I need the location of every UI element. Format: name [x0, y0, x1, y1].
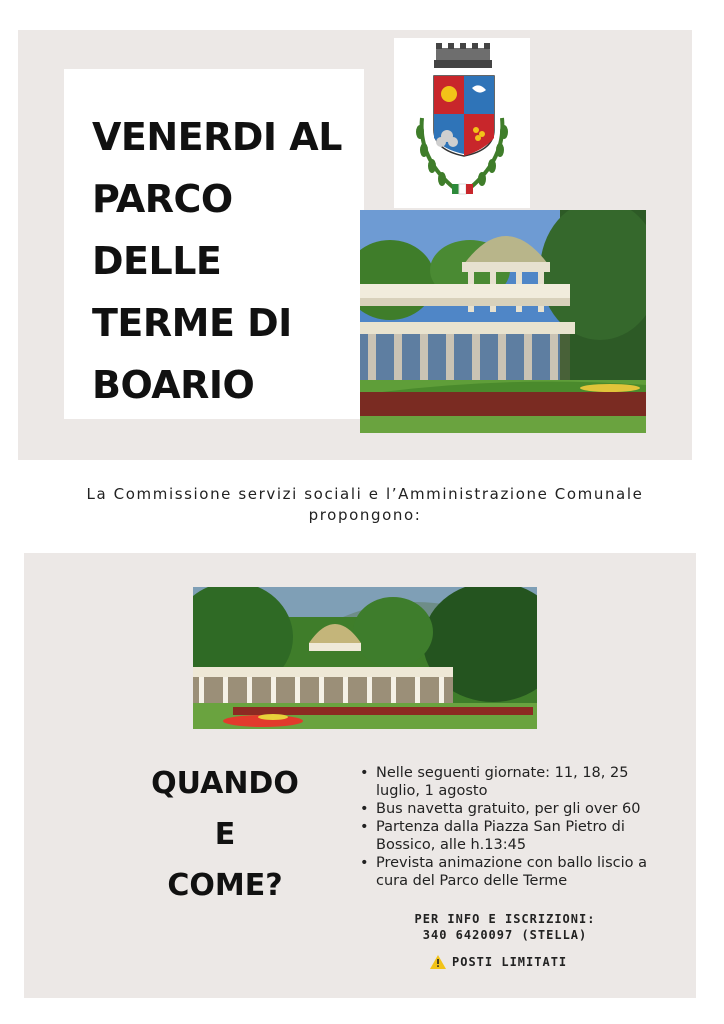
- contact-label: PER INFO E ISCRIZIONI:: [414, 912, 596, 926]
- park-image: [193, 587, 537, 729]
- when-line-1: QUANDO: [151, 766, 299, 801]
- headline-line-1: VENERDI AL: [92, 115, 342, 159]
- headline-line-4: BOARIO: [92, 363, 255, 407]
- pavilion-image: [360, 210, 646, 433]
- limited-seats-notice: [430, 955, 590, 969]
- list-item: • Nelle seguenti giornate: 11, 18, 25 luglio, 1 agosto: [358, 764, 658, 800]
- list-item: • Partenza dalla Piazza San Pietro di Bossico, alle h.13:45: [358, 818, 658, 854]
- details-list: [358, 764, 658, 890]
- headline-line-3: TERME DI: [92, 301, 292, 345]
- when-line-3: COME?: [167, 868, 283, 903]
- crest-icon: [394, 38, 530, 208]
- contact-phone: 340 6420097 (STELLA): [422, 928, 588, 942]
- list-item: • Bus navetta gratuito, per gli over 60: [358, 800, 658, 818]
- headline: [92, 106, 362, 416]
- intro-text: La Commissione servizi sociali e l’Amministrazione Comunale propongono:: [86, 485, 644, 524]
- park-photo: [193, 587, 537, 729]
- when-heading: [140, 758, 310, 911]
- when-line-2: E: [214, 817, 236, 852]
- warning-icon: [430, 955, 446, 969]
- headline-line-2: PARCO DELLE: [92, 177, 233, 283]
- contact-info: [400, 911, 610, 943]
- limited-seats-text: POSTI LIMITATI: [452, 955, 568, 969]
- pavilion-photo: [360, 210, 646, 433]
- municipal-crest: [394, 38, 530, 208]
- list-item: • Prevista animazione con ballo liscio a cura del Parco delle Terme: [358, 854, 658, 890]
